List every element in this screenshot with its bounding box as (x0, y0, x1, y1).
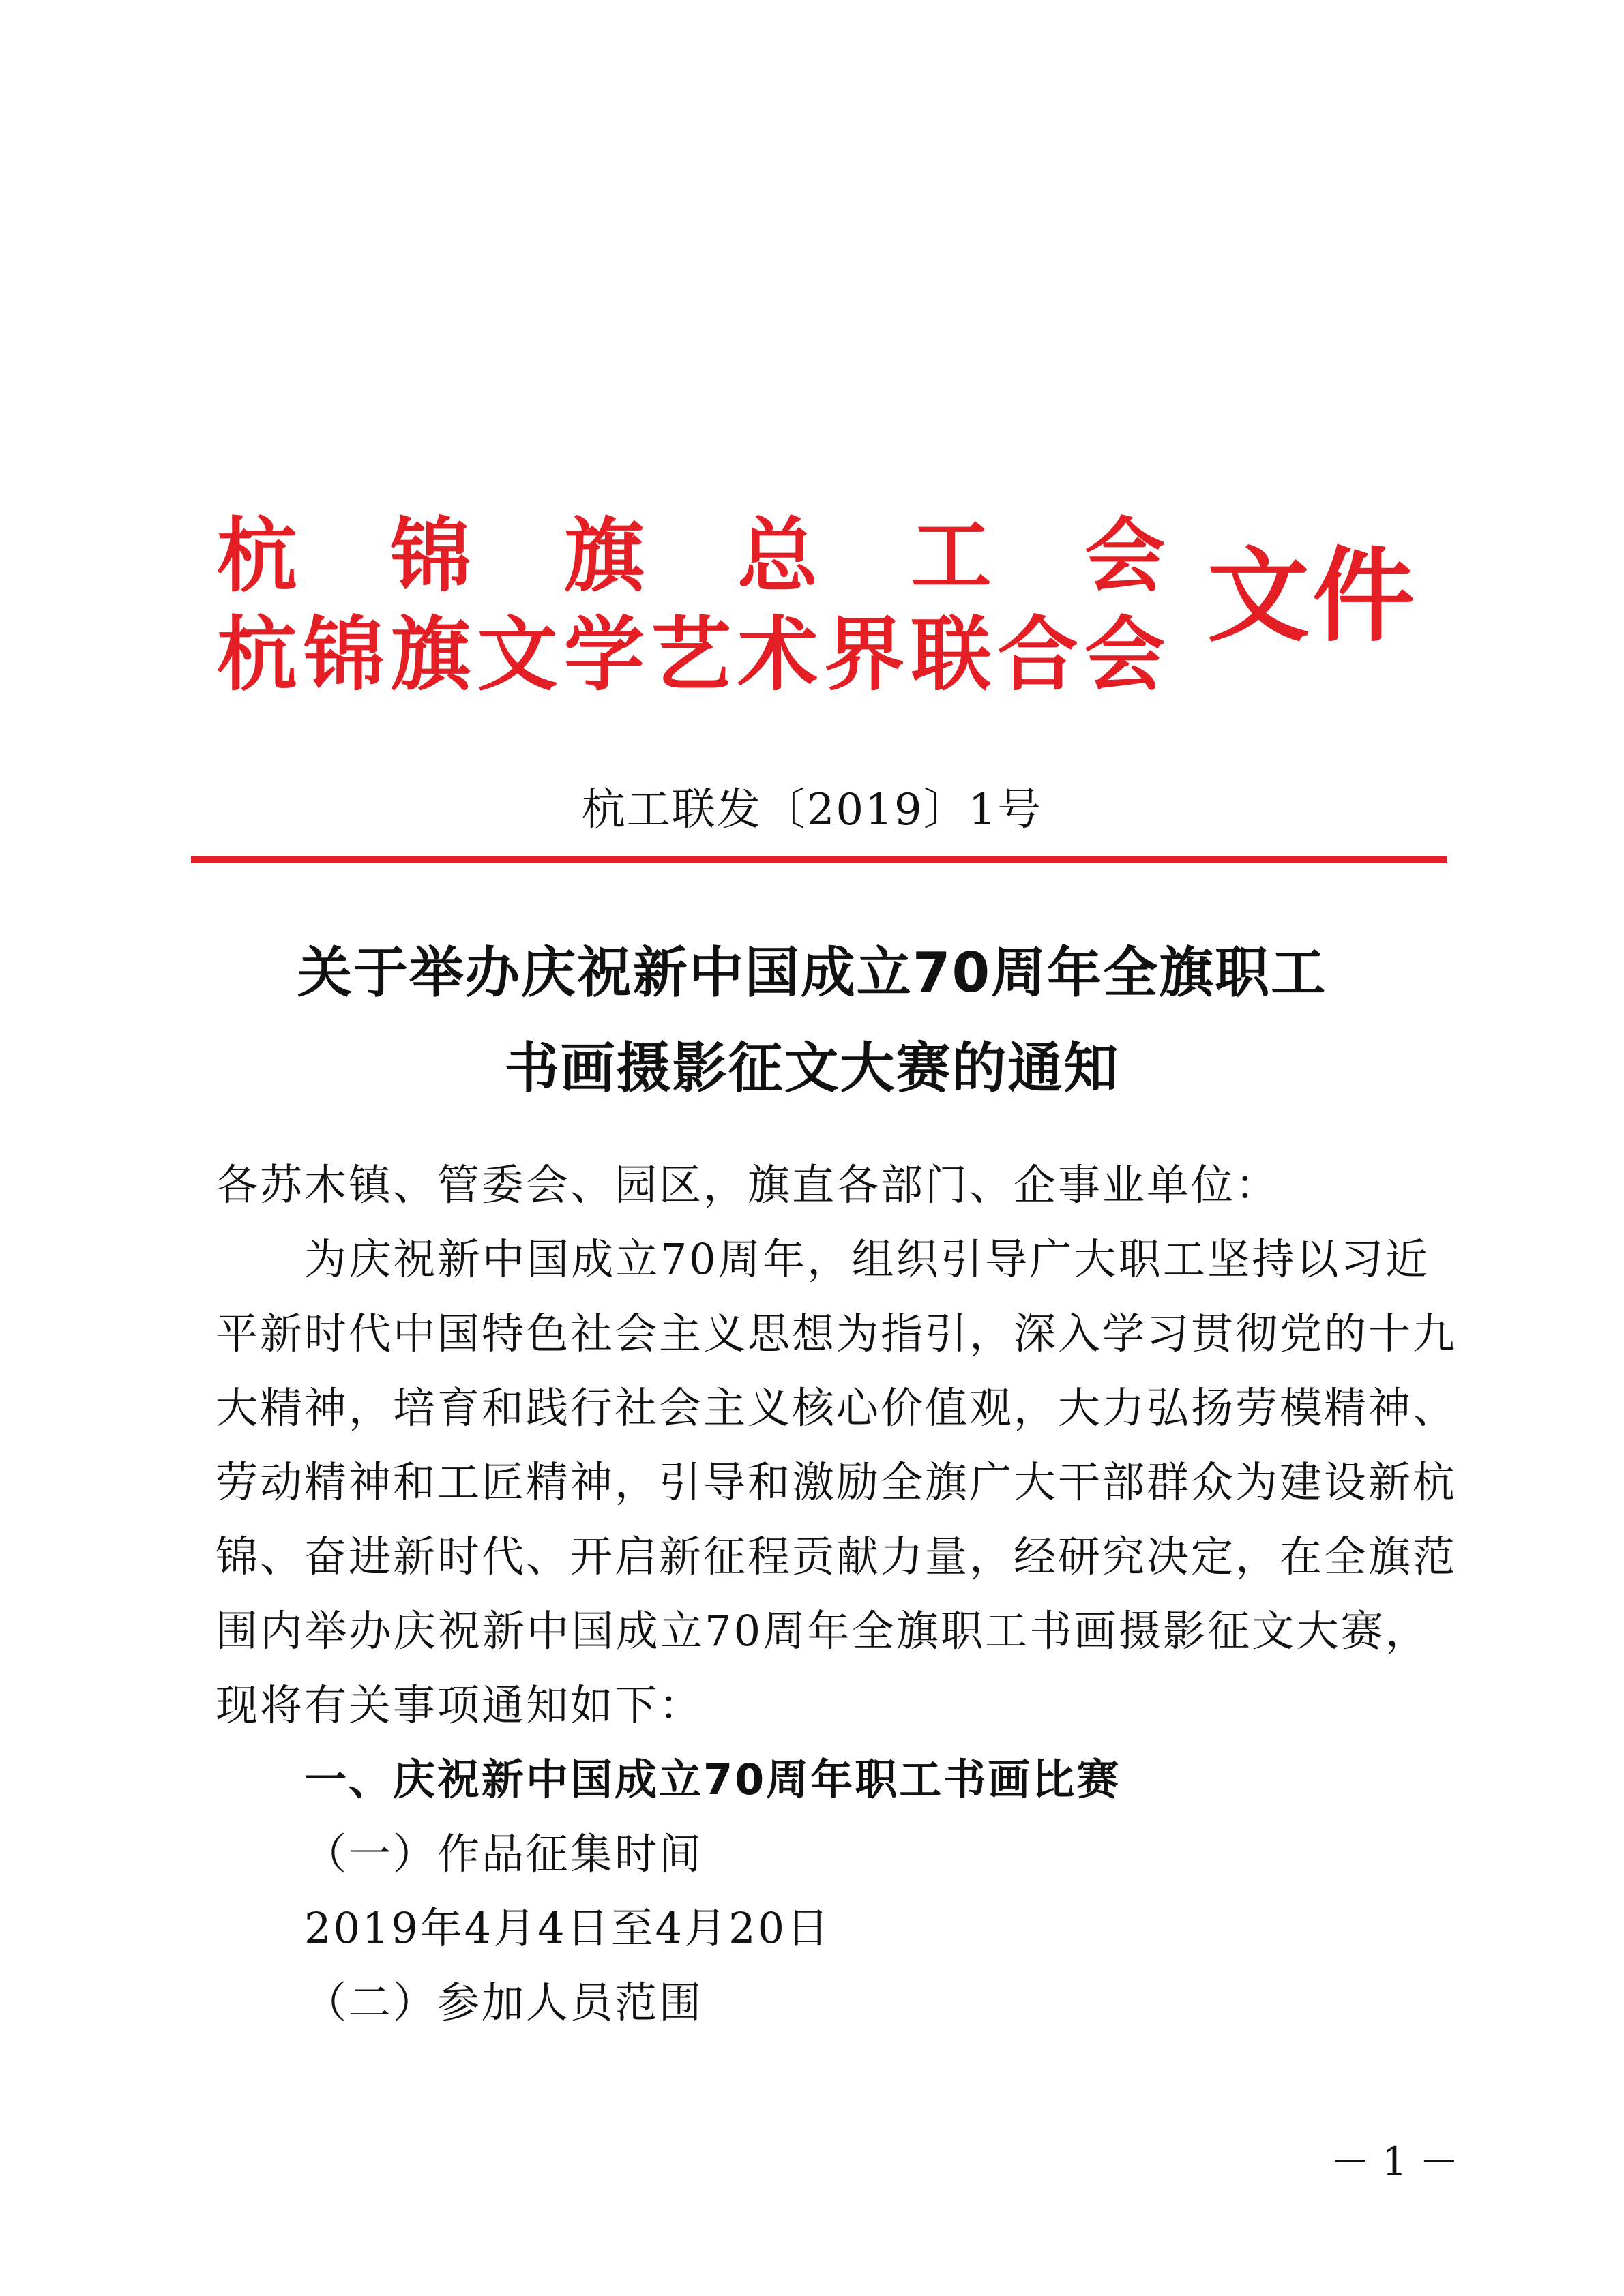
paragraph-line: 锦、奋进新时代、开启新征程贡献力量，经研究决定，在全旗范 (216, 1532, 1458, 1581)
issuer-char: 术 (737, 608, 818, 702)
paragraph-line: 劳动精神和工匠精神，引导和激励全旗广大干部群众为建设新杭 (216, 1457, 1458, 1507)
issuer-char: 杭 (217, 509, 298, 603)
subsection-1-content: 2019年4月4日至4月20日 (304, 1903, 831, 1953)
issuer-name-trade-union (217, 508, 1165, 603)
page-number: －1－ (1330, 2138, 1471, 2185)
paragraph-line: 围内举办庆祝新中国成立70周年全旗职工书画摄影征文大赛， (216, 1606, 1430, 1656)
issuer-char: 锦 (304, 608, 385, 702)
document-label: 文件 (1207, 537, 1418, 656)
issuer-char: 旗 (390, 608, 471, 702)
notice-title-line-1: 关于举办庆祝新中国成立70周年全旗职工 (297, 941, 1327, 1004)
issuer-char: 文 (477, 608, 558, 702)
paragraph-line: 现将有关事项通知如下： (216, 1680, 704, 1730)
issuer-char: 艺 (650, 608, 731, 702)
issuer-char: 总 (737, 509, 818, 603)
issuer-char: 会 (1084, 608, 1165, 702)
issuer-char: 工 (911, 509, 992, 603)
subsection-1-heading: （一）作品征集时间 (304, 1829, 704, 1879)
paragraph-line: 为庆祝新中国成立70周年，组织引导广大职工坚持以习近 (304, 1234, 1430, 1284)
subsection-2-heading: （二）参加人员范围 (304, 1978, 704, 2027)
paragraph-line: 平新时代中国特色社会主义思想为指引，深入学习贯彻党的十九 (216, 1309, 1458, 1358)
header-divider (191, 856, 1447, 863)
issuer-char: 界 (824, 608, 905, 702)
section-1-heading: 一、庆祝新中国成立70周年职工书画比赛 (304, 1755, 1121, 1804)
issuer-char: 联 (911, 608, 992, 702)
issuer-char: 会 (1084, 509, 1165, 603)
issuer-name-arts-federation (217, 607, 1165, 702)
paragraph-line: 大精神，培育和践行社会主义核心价值观，大力弘扬劳模精神、 (216, 1383, 1458, 1433)
issuer-char: 旗 (563, 509, 645, 603)
issuer-char: 锦 (390, 509, 471, 603)
issuer-char: 学 (563, 608, 645, 702)
issuer-char: 合 (997, 608, 1078, 702)
salutation: 各苏木镇、管委会、园区，旗直各部门、企事业单位： (216, 1160, 1280, 1210)
issuer-char: 杭 (217, 608, 298, 702)
notice-title-line-2: 书画摄影征文大赛的通知 (504, 1037, 1120, 1100)
document-number: 杭工联发〔2019〕1号 (581, 785, 1043, 835)
